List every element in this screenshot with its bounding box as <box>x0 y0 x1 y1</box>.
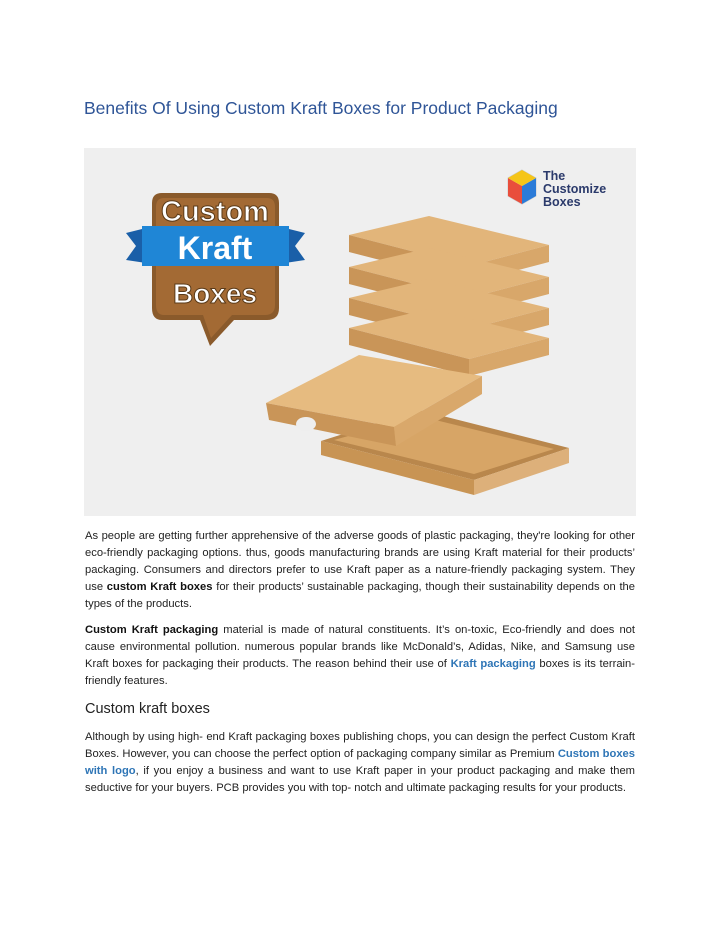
kraft-packaging-link[interactable]: Kraft packaging <box>450 658 536 670</box>
p1-bold-custom-kraft-boxes: custom Kraft boxes <box>106 581 213 593</box>
custom-boxes-with-logo-link[interactable]: Custom boxes with logo <box>85 748 635 777</box>
p2-text-b: boxes is its terrain-friendly features. <box>85 658 635 687</box>
badge-text-boxes: Boxes <box>172 278 258 309</box>
logo-text-the: The <box>543 169 566 183</box>
p2-bold-custom-kraft-packaging: Custom Kraft packaging <box>85 624 219 636</box>
badge-text-custom: Custom <box>161 196 269 228</box>
section-heading: Custom kraft boxes <box>85 701 210 717</box>
p2-text-a: material is made of natural constituents. It’s on-toxic, Eco-friendly and does not cause environmental pollution. numerous popular brands like McDonald’s, Adidas, Nike, and Samsung use Kraft boxes for packaging their products. The reason behind their use of <box>85 624 636 670</box>
page-title: Benefits Of Using Custom Kraft Boxes for Product Packaging <box>84 98 558 118</box>
kraft-box-stack <box>349 216 549 376</box>
paragraph-custom-kraft <box>85 729 635 797</box>
paragraph-materials <box>85 622 635 690</box>
hero-image <box>84 148 636 516</box>
badge-text-kraft: Kraft <box>177 230 253 266</box>
p1-text-a: As people are getting further apprehensive of the adverse goods of plastic packaging, they're looking for other eco-friendly packaging options. thus, goods manufacturing brands are using Kraft material for their products’ packaging. Consumers and directors prefer to use Kraft paper as a nature-friendly packaging system. They use <box>85 530 635 593</box>
logo-text-boxes: Boxes <box>543 195 581 209</box>
logo-text-customize: Customize <box>543 182 607 196</box>
p3-text-a: Although by using high- end Kraft packaging boxes publishing chops, you can design the perfect Custom Kraft Boxes. However, you can choose the perfect option of packaging company similar as Premium <box>85 731 635 760</box>
p3-text-b: , if you enjoy a business and want to use Kraft paper in your product packaging and make them seductive for your buyers. PCB provides you with top- notch and ultimate packaging results for your products. <box>85 765 635 794</box>
paragraph-intro <box>85 528 635 613</box>
p1-text-b: for their products’ sustainable packaging, though their sustainability depends on the types of the products. <box>85 581 635 610</box>
